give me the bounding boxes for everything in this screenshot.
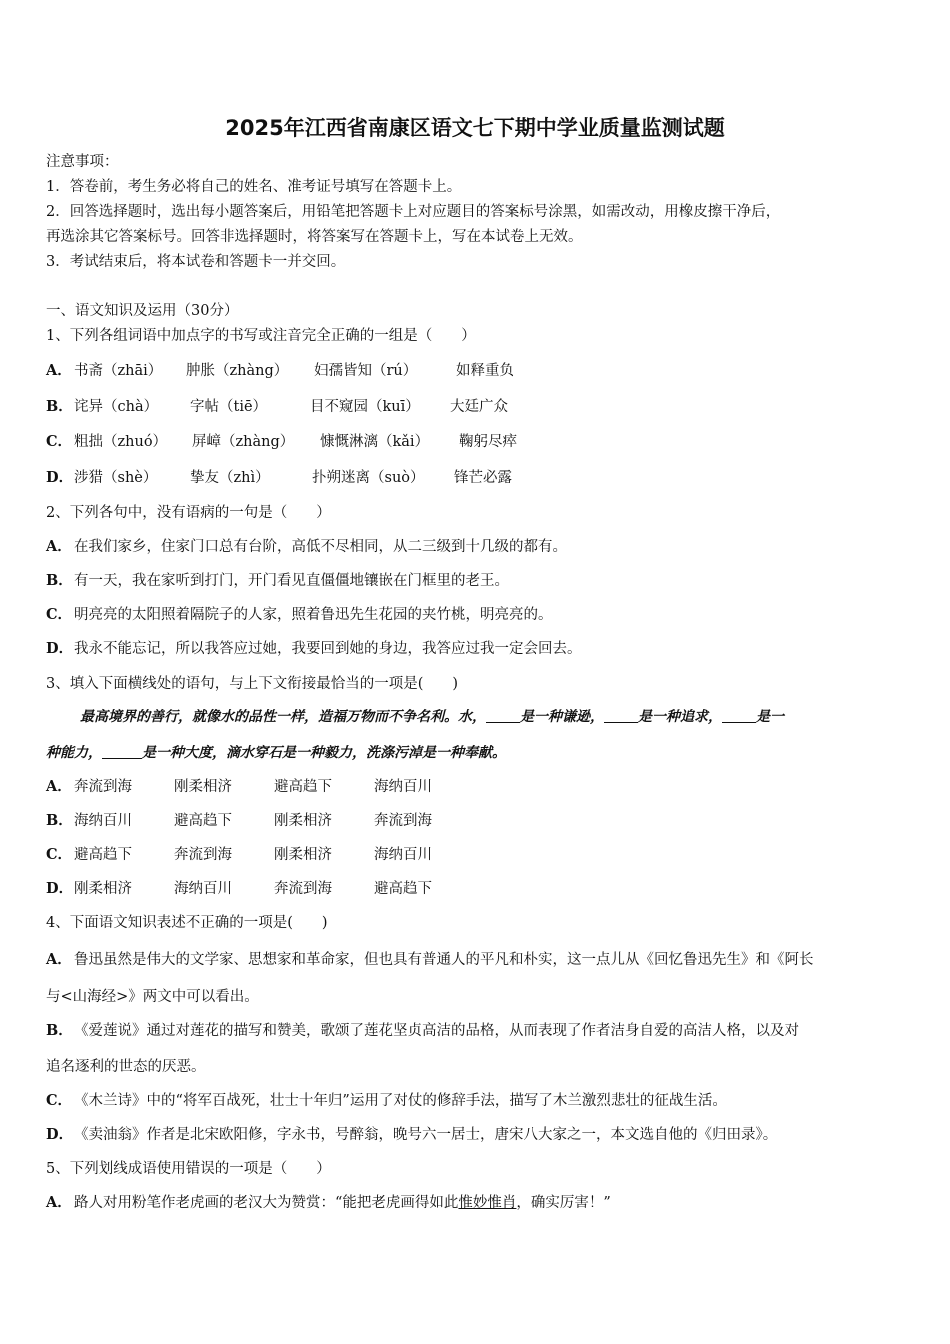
option-word: 诧异（chà） <box>74 399 159 415</box>
passage-text: 是一种谦逊， <box>520 709 604 725</box>
option-word: 奔流到海 <box>274 881 332 897</box>
option-word: 避高趋下 <box>374 881 432 897</box>
option-word: 如释重负 <box>456 363 514 379</box>
q2-stem: 2、下列各句中，没有语病的一句是（ ） <box>46 505 331 521</box>
option-letter: C． <box>46 606 73 623</box>
option-word: 奔流到海 <box>374 813 432 829</box>
option-text: 《木兰诗》中的“将军百战死，壮士十年归”运用了对仗的修辞手法，描写了木兰激烈悲壮的征战生活。 <box>74 1093 727 1109</box>
q2-option-c <box>46 605 910 625</box>
option-word: 鞠躬尽瘁 <box>459 434 517 450</box>
notice-item-3: 3．考试结束后，将本试卷和答题卡一并交回。 <box>46 254 346 270</box>
option-text: 《爱莲说》通过对莲花的描写和赞美，歌颂了莲花坚贞高洁的品格，从而表现了作者洁身自爱的高洁人格，以及对 <box>74 1023 799 1039</box>
passage-text: 是一 <box>756 709 784 725</box>
notice-heading: 注意事项： <box>46 154 119 170</box>
option-word: 慷慨淋漓（kǎi） <box>320 434 430 450</box>
option-letter: C． <box>46 1092 73 1109</box>
option-word: 大廷广众 <box>450 399 508 415</box>
option-word: 目不窥园（kuī） <box>310 399 420 415</box>
q3-option-b <box>46 811 910 831</box>
notice-item-1: 1．答卷前，考生务必将自己的姓名、准考证号填写在答题卡上。 <box>46 179 462 195</box>
option-word: 字帖（tiē） <box>190 399 268 415</box>
q4-option-c <box>46 1091 910 1111</box>
underlined-idiom: 惟妙惟肖 <box>458 1195 517 1211</box>
q1-option-d <box>46 468 910 488</box>
q4-option-b <box>46 1021 910 1041</box>
option-word: 屏嶂（zhàng） <box>192 434 295 450</box>
option-text: 明亮亮的太阳照着隔院子的人家，照着鲁迅先生花园的夹竹桃，明亮亮的。 <box>74 607 553 623</box>
option-text: 鲁迅虽然是伟大的文学家、思想家和革命家，但也具有普通人的平凡和朴实，这一点儿从《回忆鲁迅先生》和《阿长 <box>74 952 814 968</box>
option-word: 扑朔迷离（suò） <box>312 470 425 486</box>
option-word: 涉猎（shè） <box>74 470 158 486</box>
q1-option-c <box>46 432 910 452</box>
option-word: 刚柔相济 <box>274 847 332 863</box>
option-word: 避高趋下 <box>174 813 232 829</box>
fill-blank-2[interactable] <box>604 708 638 723</box>
option-letter: A． <box>46 538 72 555</box>
option-letter: A． <box>46 778 72 795</box>
q4-stem: 4、下面语文知识表述不正确的一项是( ) <box>46 915 328 931</box>
passage-text: 是一种大度，滴水穿石是一种毅力，洗涤污淖是一种奉献。 <box>142 745 506 761</box>
option-letter: A． <box>46 951 72 968</box>
q5-stem: 5、下列划线成语使用错误的一项是（ ） <box>46 1161 331 1177</box>
option-text: 路人对用粉笔作老虎画的老汉大为赞赏：“能把老虎画得如此 <box>74 1195 459 1211</box>
q2-option-a <box>46 537 910 557</box>
option-letter: A． <box>46 1194 72 1211</box>
option-word: 书斋（zhāi） <box>74 363 163 379</box>
option-letter: B． <box>46 398 73 415</box>
section-heading: 一、语文知识及运用（30分） <box>46 303 239 319</box>
option-text: 《卖油翁》作者是北宋欧阳修，字永书，号醉翁，晚号六一居士，唐宋八大家之一，本文选自他的《归田录》。 <box>74 1127 778 1143</box>
option-text: ，确实厉害！” <box>516 1195 611 1211</box>
q3-passage-line-1 <box>46 707 944 727</box>
page-title: 2025年江西省南康区语文七下期中学业质量监测试题 <box>225 116 725 140</box>
fill-blank-3[interactable] <box>722 708 756 723</box>
q1-stem: 1、下列各组词语中加点字的书写或注音完全正确的一组是（ ） <box>46 328 476 344</box>
option-letter: D． <box>46 880 74 897</box>
q3-option-c <box>46 845 910 865</box>
q3-option-a <box>46 777 910 797</box>
option-word: 粗拙（zhuó） <box>74 434 168 450</box>
option-word: 海纳百川 <box>374 847 432 863</box>
option-letter: D． <box>46 640 74 657</box>
q1-option-a <box>46 361 910 381</box>
fill-blank-4[interactable] <box>102 744 142 759</box>
option-word: 避高趋下 <box>274 779 332 795</box>
option-letter: B． <box>46 572 73 589</box>
q4-option-a-cont: 与<山海经>》两文中可以看出。 <box>46 989 259 1005</box>
option-letter: B． <box>46 812 73 829</box>
option-word: 妇孺皆知（rú） <box>314 363 418 379</box>
option-word: 海纳百川 <box>74 813 132 829</box>
q1-option-b <box>46 397 910 417</box>
q2-option-d <box>46 639 910 659</box>
passage-text: 最高境界的善行，就像水的品性一样，造福万物而不争名利。水， <box>80 709 486 725</box>
option-letter: A． <box>46 362 72 379</box>
option-word: 肿胀（zhàng） <box>186 363 289 379</box>
option-word: 锋芒必露 <box>454 470 512 486</box>
option-word: 刚柔相济 <box>74 881 132 897</box>
option-word: 刚柔相济 <box>274 813 332 829</box>
passage-text: 是一种追求， <box>638 709 722 725</box>
option-word: 奔流到海 <box>174 847 232 863</box>
option-text: 我永不能忘记，所以我答应过她，我要回到她的身边，我答应过我一定会回去。 <box>74 641 582 657</box>
option-letter: D． <box>46 469 74 486</box>
q2-option-b <box>46 571 910 591</box>
option-letter: C． <box>46 433 73 450</box>
option-word: 刚柔相济 <box>174 779 232 795</box>
q3-option-d <box>46 879 910 899</box>
option-text: 在我们家乡，住家门口总有台阶，高低不尽相同，从二三级到十几级的都有。 <box>74 539 567 555</box>
fill-blank-1[interactable] <box>486 708 520 723</box>
option-letter: D． <box>46 1126 74 1143</box>
q4-option-d <box>46 1125 910 1145</box>
option-word: 奔流到海 <box>74 779 132 795</box>
notice-item-2-cont: 再选涂其它答案标号。回答非选择题时，将答案写在答题卡上，写在本试卷上无效。 <box>46 229 583 245</box>
notice-item-2: 2．回答选择题时，选出每小题答案后，用铅笔把答题卡上对应题目的答案标号涂黑，如需改动，用橡皮擦干净后， <box>46 204 781 220</box>
q4-option-b-cont: 追名逐利的世态的厌恶。 <box>46 1059 206 1075</box>
q5-option-a <box>46 1193 910 1213</box>
option-letter: C． <box>46 846 73 863</box>
option-word: 海纳百川 <box>174 881 232 897</box>
q4-option-a <box>46 950 910 970</box>
option-text: 有一天，我在家听到打门，开门看见直僵僵地镶嵌在门框里的老王。 <box>74 573 509 589</box>
q3-passage-line-2 <box>46 743 910 763</box>
passage-text: 种能力， <box>46 745 102 761</box>
option-letter: B． <box>46 1022 73 1039</box>
option-word: 挚友（zhì） <box>190 470 270 486</box>
option-word: 海纳百川 <box>374 779 432 795</box>
option-word: 避高趋下 <box>74 847 132 863</box>
q3-stem: 3、填入下面横线处的语句，与上下文衔接最恰当的一项是( ) <box>46 676 459 692</box>
